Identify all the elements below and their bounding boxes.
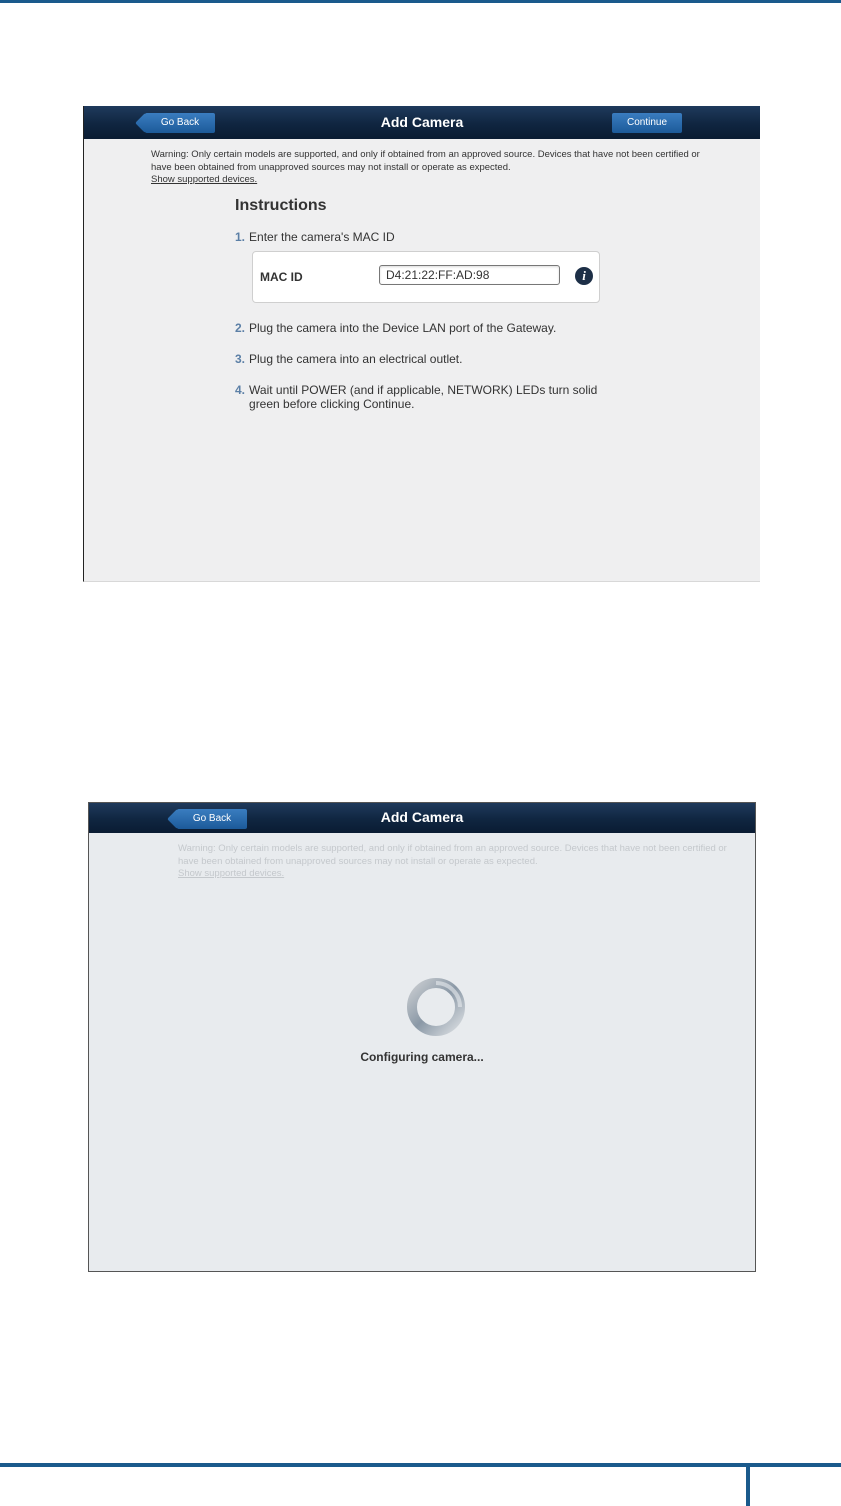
step-text: Enter the camera's MAC ID (249, 230, 395, 244)
warning-message (178, 843, 738, 881)
mac-id-box (252, 251, 600, 303)
title-bar (84, 106, 760, 139)
instructions-heading: Instructions (235, 197, 327, 214)
add-camera-screen-instructions (83, 106, 760, 582)
page-title: Add Camera (380, 114, 464, 130)
add-camera-screen-configuring (88, 802, 756, 1272)
mac-id-input[interactable] (379, 265, 560, 285)
configuring-status: Configuring camera... (360, 1050, 484, 1064)
show-supported-devices-link[interactable]: Show supported devices. (151, 174, 258, 185)
info-icon[interactable]: i (575, 267, 593, 285)
step-number: 4. (235, 383, 246, 397)
step-text: Plug the camera into the Device LAN port of the Gateway. (249, 321, 557, 335)
step-number: 3. (235, 352, 246, 366)
warning-text: Warning: Only certain models are supported, and only if obtained from an approved source. Devices that have not been certified or have been obtained from unapproved sources may not install or operate as expected. (178, 843, 727, 867)
step-number: 1. (235, 230, 246, 244)
mac-id-label: MAC ID (260, 270, 303, 284)
step-text: Wait until POWER (and if applicable, NETWORK) LEDs turn solid green before clicking Continue. (249, 383, 598, 411)
step-text: Plug the camera into an electrical outlet. (249, 352, 463, 366)
page-title: Add Camera (380, 809, 464, 825)
instruction-step (235, 383, 615, 411)
go-back-label: Go Back (160, 117, 200, 128)
page-top-rule (0, 0, 841, 3)
instruction-step (235, 321, 556, 335)
title-bar (89, 803, 755, 833)
go-back-label: Go Back (192, 813, 232, 824)
show-supported-devices-link[interactable]: Show supported devices. (178, 868, 285, 879)
instruction-step (235, 352, 462, 366)
warning-message (151, 149, 711, 187)
loading-spinner-icon (404, 975, 468, 1039)
page-bottom-tick (746, 1467, 750, 1506)
warning-text: Warning: Only certain models are supported, and only if obtained from an approved source. Devices that have not been certified or have been obtained from unapproved sources may not install or operate as expected. (151, 149, 700, 173)
page-bottom-rule (0, 1463, 841, 1467)
instruction-step (235, 230, 395, 244)
step-number: 2. (235, 321, 246, 335)
continue-button[interactable]: Continue (612, 113, 682, 133)
